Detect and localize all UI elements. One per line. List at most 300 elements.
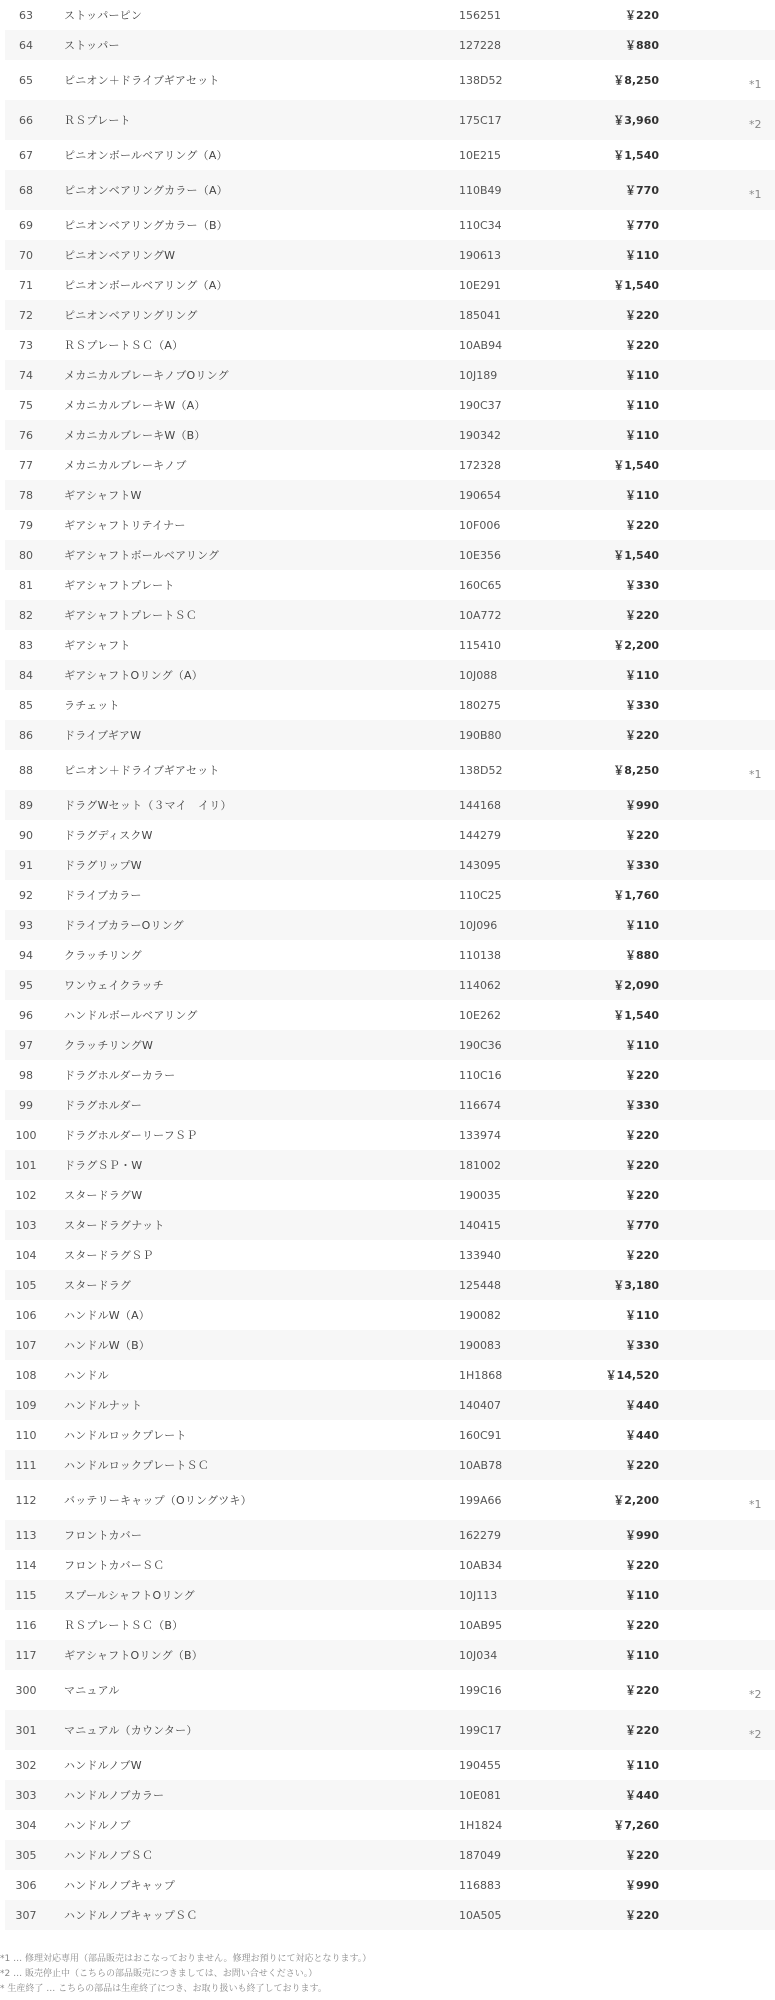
part-note xyxy=(659,1900,775,1930)
part-name: ピニオンベアリングリング xyxy=(64,309,198,322)
part-name: ドラグホルダーカラー xyxy=(64,1069,176,1082)
part-price: ￥770 xyxy=(625,219,659,232)
part-number: 97 xyxy=(19,1038,33,1052)
part-name: スタードラグW xyxy=(64,1189,143,1202)
part-note xyxy=(659,1390,775,1420)
part-note xyxy=(659,1300,775,1330)
table-row xyxy=(5,630,775,660)
footnote-1: *1 … 修理対応専用（部品販売はおこなっておりません。修理お預りにて対応となります。） xyxy=(0,1954,372,1964)
part-note xyxy=(659,1270,775,1300)
part-code: 144168 xyxy=(459,798,501,812)
table-row xyxy=(5,170,775,210)
part-note-mark: *1 xyxy=(749,767,762,781)
part-note xyxy=(659,600,775,630)
part-note-mark: *1 xyxy=(749,77,762,91)
part-code: 190082 xyxy=(459,1308,501,1322)
part-name: ハンドルW（B） xyxy=(64,1339,151,1352)
part-note xyxy=(659,510,775,540)
part-code: 190613 xyxy=(459,248,501,262)
part-number: 89 xyxy=(19,798,33,812)
table-row xyxy=(5,850,775,880)
table-row xyxy=(5,450,775,480)
part-price: ￥1,540 xyxy=(613,549,659,562)
part-price: ￥220 xyxy=(625,729,659,742)
part-code: 1H1868 xyxy=(459,1368,503,1382)
part-number: 305 xyxy=(15,1848,37,1862)
part-number: 84 xyxy=(19,668,33,682)
part-note-mark: *2 xyxy=(749,1727,762,1741)
part-code: 138D52 xyxy=(459,73,503,87)
part-name: スタードラグＳＰ xyxy=(64,1249,154,1262)
part-note xyxy=(659,630,775,660)
part-price: ￥110 xyxy=(625,1589,659,1602)
part-number: 99 xyxy=(19,1098,33,1112)
part-name: ハンドルナット xyxy=(64,1399,143,1412)
part-number: 104 xyxy=(15,1248,37,1262)
table-row xyxy=(5,1810,775,1840)
parts-table-body xyxy=(5,0,775,1930)
part-code: 10A505 xyxy=(459,1908,502,1922)
part-number: 81 xyxy=(19,578,33,592)
table-row xyxy=(5,660,775,690)
part-number: 82 xyxy=(19,608,33,622)
part-name: メカニカルブレーキW（A） xyxy=(64,399,206,412)
part-price: ￥880 xyxy=(625,949,659,962)
part-price: ￥220 xyxy=(625,339,659,352)
table-row xyxy=(5,750,775,790)
part-name: フロントカバー xyxy=(64,1529,143,1542)
part-note xyxy=(659,720,775,750)
table-row xyxy=(5,100,775,140)
part-note xyxy=(659,1810,775,1840)
part-note xyxy=(659,850,775,880)
part-note xyxy=(659,1150,775,1180)
part-name: ストッパーピン xyxy=(64,9,143,22)
part-code: 10E291 xyxy=(459,278,501,292)
part-number: 88 xyxy=(19,763,33,777)
part-name: ギアシャフト xyxy=(64,639,131,652)
part-price: ￥110 xyxy=(625,1649,659,1662)
part-price: ￥220 xyxy=(625,1069,659,1082)
part-code: 110C34 xyxy=(459,218,502,232)
part-number: 65 xyxy=(19,73,33,87)
part-number: 109 xyxy=(15,1398,37,1412)
table-row xyxy=(5,1640,775,1670)
part-name: ギアシャフトボールベアリング xyxy=(64,549,220,562)
table-row xyxy=(5,1180,775,1210)
table-row xyxy=(5,1270,775,1300)
part-name: クラッチリング xyxy=(64,949,142,962)
part-price: ￥2,090 xyxy=(613,979,659,992)
part-code: 190654 xyxy=(459,488,501,502)
footnote-2: *2 … 販売停止中（こちらの部品販売につきましては、お問い合せください。） xyxy=(0,1969,318,1979)
table-row xyxy=(5,270,775,300)
table-row xyxy=(5,1120,775,1150)
part-price: ￥990 xyxy=(625,1879,659,1892)
part-price: ￥440 xyxy=(625,1399,659,1412)
table-row xyxy=(5,0,775,30)
table-row xyxy=(5,1780,775,1810)
part-number: 95 xyxy=(19,978,33,992)
part-number: 93 xyxy=(19,918,33,932)
table-row xyxy=(5,880,775,910)
part-name: ピニオンボールベアリング（A） xyxy=(64,149,228,162)
table-row xyxy=(5,1030,775,1060)
part-note xyxy=(659,1030,775,1060)
part-note xyxy=(659,1780,775,1810)
part-price: ￥220 xyxy=(625,519,659,532)
part-name: メカニカルブレーキノブ xyxy=(64,459,187,472)
table-row xyxy=(5,1480,775,1520)
part-code: 190455 xyxy=(459,1758,501,1772)
part-name: ハンドルノブW xyxy=(64,1759,142,1772)
part-price: ￥7,260 xyxy=(613,1819,659,1832)
part-name: ギアシャフトOリング（B） xyxy=(64,1649,203,1662)
part-number: 72 xyxy=(19,308,33,322)
part-note xyxy=(659,1120,775,1150)
part-name: メカニカルブレーキW（B） xyxy=(64,429,206,442)
part-code: 190C37 xyxy=(459,398,502,412)
part-number: 91 xyxy=(19,858,33,872)
part-note-mark: *2 xyxy=(749,117,762,131)
table-row xyxy=(5,1670,775,1710)
part-number: 301 xyxy=(15,1723,37,1737)
part-code: 160C65 xyxy=(459,578,502,592)
part-note xyxy=(659,750,775,790)
part-code: 10J096 xyxy=(459,918,498,932)
table-row xyxy=(5,1520,775,1550)
part-code: 140407 xyxy=(459,1398,501,1412)
table-row xyxy=(5,570,775,600)
table-row xyxy=(5,360,775,390)
part-number: 73 xyxy=(19,338,33,352)
part-number: 107 xyxy=(15,1338,37,1352)
part-price: ￥220 xyxy=(625,1249,659,1262)
part-code: 1H1824 xyxy=(459,1818,503,1832)
part-note-mark: *1 xyxy=(749,1497,762,1511)
part-note xyxy=(659,940,775,970)
part-number: 111 xyxy=(15,1458,37,1472)
part-note xyxy=(659,100,775,140)
part-note xyxy=(659,270,775,300)
table-row xyxy=(5,1900,775,1930)
part-number: 114 xyxy=(15,1558,37,1572)
part-number: 77 xyxy=(19,458,33,472)
part-note xyxy=(659,1240,775,1270)
part-name: ドラグホルダー xyxy=(64,1099,142,1112)
part-code: 160C91 xyxy=(459,1428,502,1442)
parts-table xyxy=(5,0,775,1930)
table-row xyxy=(5,720,775,750)
part-code: 144279 xyxy=(459,828,501,842)
part-name: ワンウェイクラッチ xyxy=(64,979,164,992)
part-price: ￥1,540 xyxy=(613,459,659,472)
part-name: ピニオン＋ドライブギアセット xyxy=(64,74,220,87)
part-code: 190C36 xyxy=(459,1038,502,1052)
part-price: ￥220 xyxy=(625,1459,659,1472)
part-code: 133974 xyxy=(459,1128,501,1142)
part-price: ￥330 xyxy=(625,699,659,712)
part-note xyxy=(659,1090,775,1120)
part-name: ピニオンベアリングカラー（B） xyxy=(64,219,228,232)
part-number: 63 xyxy=(19,8,33,22)
part-note xyxy=(659,330,775,360)
part-name: ピニオン＋ドライブギアセット xyxy=(64,764,220,777)
part-note xyxy=(659,1330,775,1360)
part-price: ￥220 xyxy=(625,1559,659,1572)
part-name: ギアシャフトリテイナー xyxy=(64,519,186,532)
part-name: マニュアル xyxy=(64,1684,120,1697)
part-code: 10E356 xyxy=(459,548,501,562)
part-code: 162279 xyxy=(459,1528,501,1542)
part-note xyxy=(659,1360,775,1390)
part-name: ハンドルW（A） xyxy=(64,1309,151,1322)
part-number: 67 xyxy=(19,148,33,162)
part-code: 180275 xyxy=(459,698,501,712)
part-number: 300 xyxy=(15,1683,37,1697)
part-price: ￥110 xyxy=(625,249,659,262)
part-code: 125448 xyxy=(459,1278,501,1292)
part-note xyxy=(659,1210,775,1240)
part-code: 116883 xyxy=(459,1878,501,1892)
part-number: 83 xyxy=(19,638,33,652)
part-note xyxy=(659,360,775,390)
part-note xyxy=(659,240,775,270)
part-number: 100 xyxy=(15,1128,37,1142)
part-number: 92 xyxy=(19,888,33,902)
part-number: 302 xyxy=(15,1758,37,1772)
part-code: 190083 xyxy=(459,1338,501,1352)
part-name: ハンドルボールベアリング xyxy=(64,1009,198,1022)
table-row xyxy=(5,1420,775,1450)
part-code: 116674 xyxy=(459,1098,501,1112)
part-number: 86 xyxy=(19,728,33,742)
part-code: 110C16 xyxy=(459,1068,502,1082)
part-code: 199C17 xyxy=(459,1723,502,1737)
part-note xyxy=(659,1840,775,1870)
part-code: 114062 xyxy=(459,978,501,992)
part-note xyxy=(659,1480,775,1520)
part-code: 199A66 xyxy=(459,1493,502,1507)
part-name: ギアシャフトプレートＳＣ xyxy=(64,609,197,622)
part-name: スタードラグ xyxy=(64,1279,132,1292)
part-name: ハンドルノブ xyxy=(64,1819,131,1832)
part-price: ￥2,200 xyxy=(613,639,659,652)
part-price: ￥220 xyxy=(625,309,659,322)
part-number: 102 xyxy=(15,1188,37,1202)
part-price: ￥990 xyxy=(625,799,659,812)
part-note xyxy=(659,1060,775,1090)
part-name: ドライブギアW xyxy=(64,729,142,742)
part-code: 110138 xyxy=(459,948,501,962)
part-price: ￥220 xyxy=(625,1619,659,1632)
part-number: 103 xyxy=(15,1218,37,1232)
part-code: 10AB95 xyxy=(459,1618,503,1632)
table-row xyxy=(5,1450,775,1480)
part-price: ￥110 xyxy=(625,1759,659,1772)
table-row xyxy=(5,480,775,510)
part-note-mark: *1 xyxy=(749,187,762,201)
part-price: ￥330 xyxy=(625,1099,659,1112)
part-price: ￥220 xyxy=(625,829,659,842)
table-row xyxy=(5,970,775,1000)
part-number: 98 xyxy=(19,1068,33,1082)
table-row xyxy=(5,1240,775,1270)
part-note xyxy=(659,910,775,940)
part-name: メカニカルブレーキノブOリング xyxy=(64,369,229,382)
part-name: ドラグWセット（３マイ イリ） xyxy=(64,799,232,812)
table-row xyxy=(5,140,775,170)
part-code: 190342 xyxy=(459,428,501,442)
table-row xyxy=(5,910,775,940)
part-name: ドライブカラーOリング xyxy=(64,919,184,932)
table-row xyxy=(5,390,775,420)
part-name: ギアシャフトW xyxy=(64,489,142,502)
table-row xyxy=(5,240,775,270)
part-code: 181002 xyxy=(459,1158,501,1172)
table-row xyxy=(5,1610,775,1640)
part-number: 66 xyxy=(19,113,33,127)
table-row xyxy=(5,1840,775,1870)
table-row xyxy=(5,1390,775,1420)
part-number: 110 xyxy=(15,1428,37,1442)
part-name: ピニオンベアリングカラー（A） xyxy=(64,184,228,197)
part-price: ￥110 xyxy=(625,399,659,412)
part-note xyxy=(659,1670,775,1710)
table-row xyxy=(5,330,775,360)
table-row xyxy=(5,1330,775,1360)
table-row xyxy=(5,1090,775,1120)
part-code: 143095 xyxy=(459,858,501,872)
part-price: ￥440 xyxy=(625,1429,659,1442)
part-note xyxy=(659,570,775,600)
part-price: ￥220 xyxy=(625,1159,659,1172)
part-name: ピニオンボールベアリング（A） xyxy=(64,279,228,292)
part-number: 101 xyxy=(15,1158,37,1172)
table-row xyxy=(5,1870,775,1900)
part-code: 10J189 xyxy=(459,368,498,382)
part-note xyxy=(659,1580,775,1610)
part-name: ギアシャフトOリング（A） xyxy=(64,669,203,682)
part-price: ￥220 xyxy=(625,1849,659,1862)
part-name: スタードラグナット xyxy=(64,1219,165,1232)
part-code: 156251 xyxy=(459,8,501,22)
part-number: 112 xyxy=(15,1493,37,1507)
part-name: ＲＳプレートＳＣ（B） xyxy=(64,1619,184,1632)
part-code: 185041 xyxy=(459,308,501,322)
part-name: スプールシャフトOリング xyxy=(64,1589,195,1602)
part-name: ハンドル xyxy=(64,1369,109,1382)
part-name: ストッパー xyxy=(64,39,120,52)
part-number: 64 xyxy=(19,38,33,52)
part-code: 199C16 xyxy=(459,1683,502,1697)
footnote-3: * 生産終了 … こちらの部品は生産終了につき、お取り扱いも終了しております。 xyxy=(0,1984,327,1994)
part-name: フロントカバーＳＣ xyxy=(64,1559,165,1572)
table-row xyxy=(5,600,775,630)
table-row xyxy=(5,30,775,60)
part-note xyxy=(659,140,775,170)
part-note xyxy=(659,300,775,330)
part-number: 78 xyxy=(19,488,33,502)
table-row xyxy=(5,1710,775,1750)
part-name: ドラグＳＰ・W xyxy=(64,1159,143,1172)
part-note xyxy=(659,420,775,450)
part-price: ￥1,540 xyxy=(613,279,659,292)
part-price: ￥110 xyxy=(625,369,659,382)
part-number: 79 xyxy=(19,518,33,532)
part-number: 115 xyxy=(15,1588,37,1602)
part-price: ￥990 xyxy=(625,1529,659,1542)
part-price: ￥110 xyxy=(625,489,659,502)
part-number: 76 xyxy=(19,428,33,442)
part-note xyxy=(659,480,775,510)
part-code: 10J088 xyxy=(459,668,498,682)
part-code: 140415 xyxy=(459,1218,501,1232)
part-note xyxy=(659,1750,775,1780)
part-note xyxy=(659,1550,775,1580)
part-price: ￥110 xyxy=(625,669,659,682)
table-row xyxy=(5,1000,775,1030)
part-note xyxy=(659,790,775,820)
part-name: ハンドルノブキャップＳＣ xyxy=(64,1909,198,1922)
part-code: 10E262 xyxy=(459,1008,501,1022)
part-code: 190035 xyxy=(459,1188,501,1202)
table-row xyxy=(5,300,775,330)
part-name: ドラグホルダーリーフＳＰ xyxy=(64,1129,198,1142)
part-number: 94 xyxy=(19,948,33,962)
part-name: ラチェット xyxy=(64,699,120,712)
part-number: 69 xyxy=(19,218,33,232)
part-price: ￥220 xyxy=(625,1129,659,1142)
part-number: 80 xyxy=(19,548,33,562)
part-note xyxy=(659,1000,775,1030)
part-name: ハンドルロックプレート xyxy=(64,1429,187,1442)
part-number: 116 xyxy=(15,1618,37,1632)
part-note-mark: *2 xyxy=(749,1687,762,1701)
table-row xyxy=(5,540,775,570)
part-code: 10J113 xyxy=(459,1588,498,1602)
part-code: 10AB34 xyxy=(459,1558,503,1572)
part-code: 10F006 xyxy=(459,518,501,532)
table-row xyxy=(5,690,775,720)
part-price: ￥220 xyxy=(625,9,659,22)
part-price: ￥110 xyxy=(625,429,659,442)
part-price: ￥14,520 xyxy=(605,1369,659,1382)
table-row xyxy=(5,1300,775,1330)
part-price: ￥880 xyxy=(625,39,659,52)
part-name: ギアシャフトプレート xyxy=(64,579,175,592)
part-price: ￥110 xyxy=(625,1309,659,1322)
part-code: 10E081 xyxy=(459,1788,501,1802)
part-number: 71 xyxy=(19,278,33,292)
part-code: 10AB78 xyxy=(459,1458,503,1472)
part-name: クラッチリングW xyxy=(64,1039,154,1052)
part-price: ￥1,540 xyxy=(613,1009,659,1022)
part-code: 10J034 xyxy=(459,1648,498,1662)
table-row xyxy=(5,1150,775,1180)
table-row xyxy=(5,820,775,850)
part-price: ￥220 xyxy=(625,1684,659,1697)
part-price: ￥220 xyxy=(625,1189,659,1202)
part-price: ￥220 xyxy=(625,609,659,622)
part-price: ￥330 xyxy=(625,859,659,872)
footnotes xyxy=(0,1952,775,1997)
part-note xyxy=(659,450,775,480)
part-number: 105 xyxy=(15,1278,37,1292)
part-price: ￥3,960 xyxy=(613,114,659,127)
part-number: 90 xyxy=(19,828,33,842)
part-note xyxy=(659,210,775,240)
